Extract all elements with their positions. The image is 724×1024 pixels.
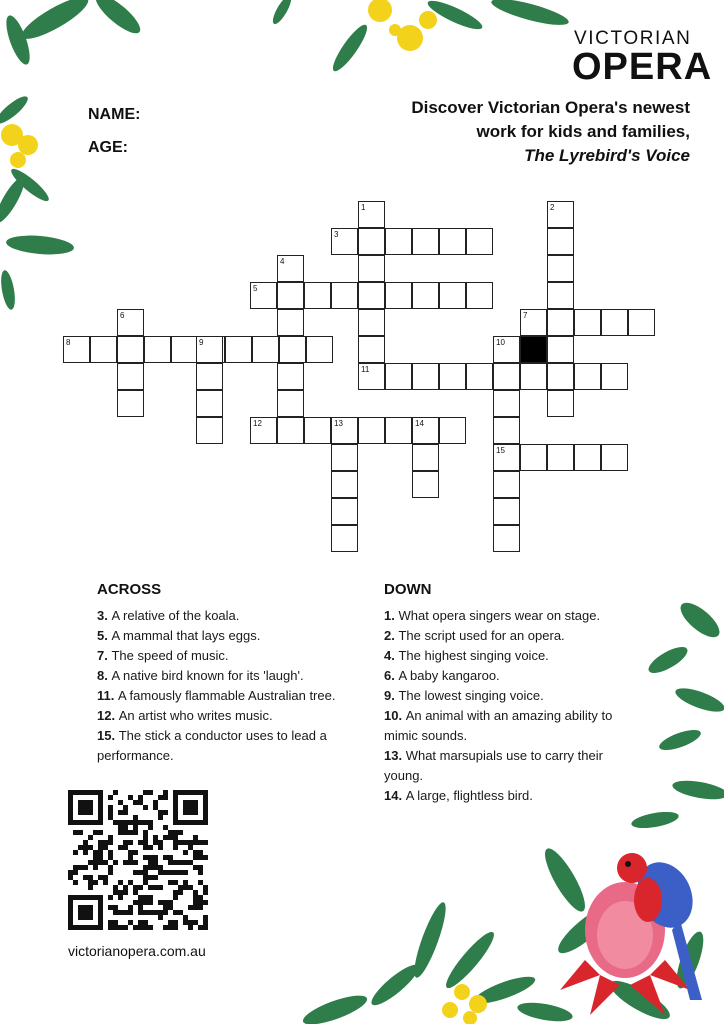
crossword-cell[interactable] <box>439 417 466 444</box>
clue-number-3: 3 <box>334 230 339 239</box>
crossword-cell[interactable] <box>117 363 144 390</box>
crossword-cell[interactable] <box>412 228 439 255</box>
crossword-cell[interactable] <box>547 228 574 255</box>
crossword-cell[interactable] <box>196 363 223 390</box>
crossword-cell[interactable] <box>628 309 655 336</box>
crossword-cell[interactable] <box>466 363 493 390</box>
clue-number-12: 12 <box>253 419 262 428</box>
across-clue <box>97 626 367 646</box>
crossword-cell[interactable] <box>331 525 358 552</box>
crossword-cell[interactable] <box>358 336 385 363</box>
crossword-cell[interactable] <box>547 336 574 363</box>
crossword-cell[interactable] <box>277 363 304 390</box>
crossword-cell[interactable] <box>358 228 385 255</box>
crossword-cell[interactable] <box>547 363 574 390</box>
clue-number: 3. <box>97 608 112 623</box>
across-clue <box>97 646 367 666</box>
crossword-cell[interactable] <box>277 309 304 336</box>
across-clue-list <box>97 606 367 766</box>
clue-number: 6. <box>384 668 399 683</box>
clue-number-11: 11 <box>361 365 370 374</box>
crossword-cell[interactable] <box>412 471 439 498</box>
crossword-cell[interactable] <box>547 255 574 282</box>
crossword-cell[interactable] <box>144 336 171 363</box>
crossword-cell[interactable] <box>547 309 574 336</box>
across-heading: ACROSS <box>97 581 162 598</box>
clue-number-15: 15 <box>496 446 505 455</box>
clue-text: What marsupials use to carry their young. <box>384 748 603 783</box>
age-field-label: AGE: <box>88 139 128 156</box>
crossword-cell[interactable] <box>304 282 331 309</box>
clue-text: A baby kangaroo. <box>398 668 500 683</box>
clue-number: 11. <box>97 688 118 703</box>
crossword-cell[interactable] <box>277 417 304 444</box>
across-clue <box>97 606 367 626</box>
crossword-cell[interactable] <box>412 363 439 390</box>
crossword-cell[interactable] <box>171 336 198 363</box>
crossword-cell[interactable] <box>117 336 144 363</box>
clue-text: The stick a conductor uses to lead a performance. <box>97 728 327 763</box>
crossword-cell[interactable] <box>493 525 520 552</box>
clue-number-14: 14 <box>415 419 424 428</box>
down-heading: DOWN <box>384 581 432 598</box>
crossword-cell[interactable] <box>385 228 412 255</box>
logo-line-2: OPERA <box>572 46 713 88</box>
crossword-cell[interactable] <box>574 444 601 471</box>
clue-text: What opera singers wear on stage. <box>398 608 601 623</box>
promo-line-3: The Lyrebird's Voice <box>524 146 690 165</box>
crossword-cell[interactable] <box>439 282 466 309</box>
crossword-cell[interactable] <box>439 363 466 390</box>
clue-text: The lowest singing voice. <box>398 688 544 703</box>
across-clue <box>97 686 367 706</box>
clue-text: An artist who writes music. <box>118 708 273 723</box>
crossword-cell[interactable] <box>601 444 628 471</box>
crossword-cell[interactable] <box>358 255 385 282</box>
crossword-cell[interactable] <box>385 417 412 444</box>
crossword-cell[interactable] <box>547 390 574 417</box>
crossword-cell[interactable] <box>493 471 520 498</box>
crossword-cell[interactable] <box>520 363 547 390</box>
crossword-cell[interactable] <box>520 444 547 471</box>
clue-number: 5. <box>97 628 112 643</box>
crossword-cell[interactable] <box>466 228 493 255</box>
clue-text: A relative of the koala. <box>111 608 240 623</box>
down-clue <box>384 626 634 646</box>
clue-number-13: 13 <box>334 419 343 428</box>
crossword-cell[interactable] <box>90 336 117 363</box>
crossword-cell[interactable] <box>331 282 358 309</box>
clue-text: The speed of music. <box>111 648 229 663</box>
crossword-cell[interactable] <box>277 282 304 309</box>
down-clue <box>384 646 634 666</box>
clue-number-4: 4 <box>280 257 285 266</box>
crossword-cell[interactable] <box>385 282 412 309</box>
clue-text: A mammal that lays eggs. <box>111 628 261 643</box>
blocked-cell <box>520 336 547 363</box>
crossword-cell[interactable] <box>331 444 358 471</box>
website-link[interactable]: victorianopera.com.au <box>68 943 206 959</box>
crossword-cell[interactable] <box>574 309 601 336</box>
down-clue <box>384 706 634 746</box>
crossword-cell[interactable] <box>493 390 520 417</box>
clue-text: An animal with an amazing ability to mimic sounds. <box>384 708 613 743</box>
crossword-cell[interactable] <box>466 282 493 309</box>
down-clue <box>384 786 634 806</box>
crossword-cell[interactable] <box>331 498 358 525</box>
crossword-cell[interactable] <box>439 228 466 255</box>
crossword-cell[interactable] <box>358 282 385 309</box>
crossword-cell[interactable] <box>574 363 601 390</box>
clue-text: The highest singing voice. <box>398 648 549 663</box>
down-clue <box>384 666 634 686</box>
clue-number: 9. <box>384 688 399 703</box>
crossword-cell[interactable] <box>601 363 628 390</box>
crossword-cell[interactable] <box>358 417 385 444</box>
clue-number-1: 1 <box>361 203 366 212</box>
down-clue <box>384 606 634 626</box>
crossword-cell[interactable] <box>252 336 279 363</box>
crossword-cell[interactable] <box>306 336 333 363</box>
clue-number: 14. <box>384 788 406 803</box>
crossword-cell[interactable] <box>196 417 223 444</box>
clue-number-2: 2 <box>550 203 555 212</box>
crossword-cell[interactable] <box>493 417 520 444</box>
clue-text: A famously flammable Australian tree. <box>117 688 336 703</box>
clue-number-9: 9 <box>199 338 204 347</box>
promo-line-2: work for kids and families, <box>476 122 690 141</box>
clue-number: 13. <box>384 748 406 763</box>
clue-text: A native bird known for its 'laugh'. <box>111 668 304 683</box>
crossword-cell[interactable] <box>225 336 252 363</box>
down-clue-list <box>384 606 634 806</box>
clue-number: 8. <box>97 668 112 683</box>
crossword-cell[interactable] <box>493 498 520 525</box>
clue-number: 4. <box>384 648 399 663</box>
crossword-cell[interactable] <box>304 417 331 444</box>
crossword-cell[interactable] <box>493 363 520 390</box>
down-clue <box>384 686 634 706</box>
clue-number-6: 6 <box>120 311 125 320</box>
crossword-cell[interactable] <box>117 390 144 417</box>
across-clue <box>97 726 367 766</box>
crossword-cell[interactable] <box>331 471 358 498</box>
clue-number-10: 10 <box>496 338 505 347</box>
crossword-cell[interactable] <box>196 390 223 417</box>
clue-number: 10. <box>384 708 406 723</box>
name-field-label: NAME: <box>88 106 141 123</box>
clue-number: 15. <box>97 728 119 743</box>
clue-number: 7. <box>97 648 112 663</box>
clue-text: A large, flightless bird. <box>405 788 533 803</box>
clue-number: 2. <box>384 628 399 643</box>
clue-number-8: 8 <box>66 338 71 347</box>
clue-number-7: 7 <box>523 311 528 320</box>
down-clue <box>384 746 634 786</box>
crossword-cell[interactable] <box>412 444 439 471</box>
across-clue <box>97 706 367 726</box>
crossword-cell[interactable] <box>412 282 439 309</box>
clue-text: The script used for an opera. <box>398 628 565 643</box>
crossword-cell[interactable] <box>277 390 304 417</box>
across-clue <box>97 666 367 686</box>
crossword-cell[interactable] <box>547 282 574 309</box>
logo-line-1: VICTORIAN <box>574 28 692 49</box>
clue-number: 12. <box>97 708 119 723</box>
crossword-cell[interactable] <box>385 363 412 390</box>
clue-number: 1. <box>384 608 399 623</box>
crossword-cell[interactable] <box>547 444 574 471</box>
qr-code[interactable] <box>68 790 213 930</box>
clue-number-5: 5 <box>253 284 258 293</box>
promo-line-1: Discover Victorian Opera's newest <box>411 98 690 117</box>
crossword-cell[interactable] <box>358 309 385 336</box>
crossword-cell[interactable] <box>279 336 306 363</box>
crossword-cell[interactable] <box>601 309 628 336</box>
